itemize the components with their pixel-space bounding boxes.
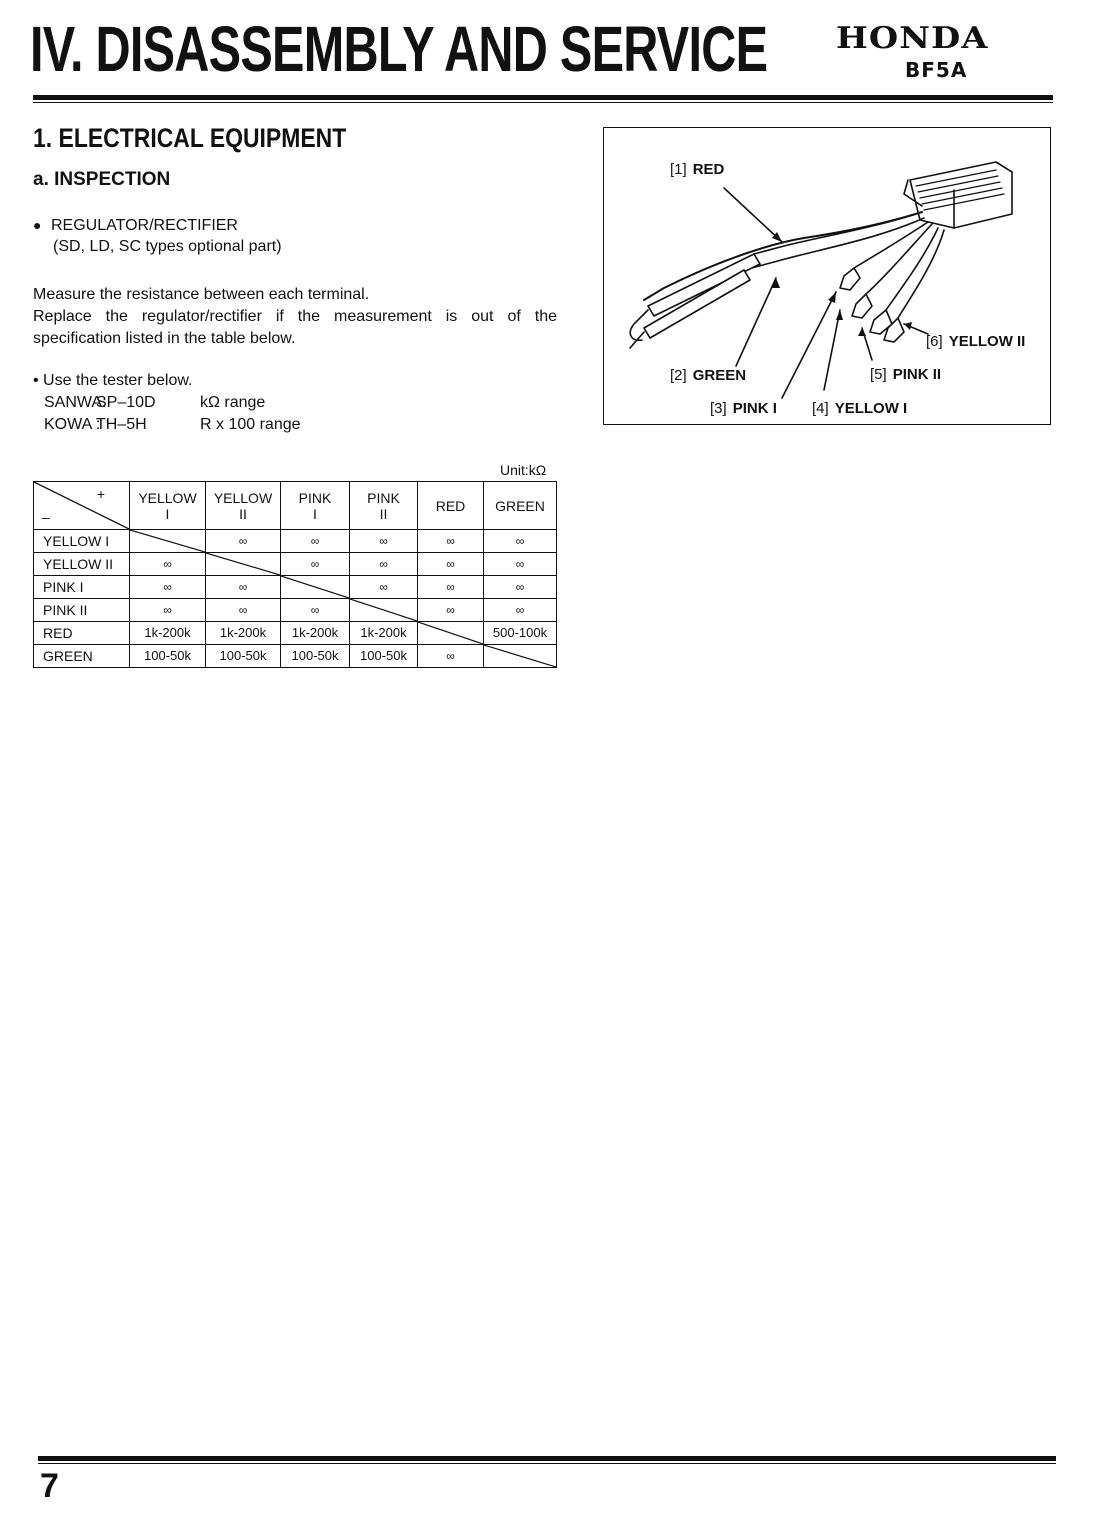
label-pink-1: [3] PINK I — [710, 400, 777, 417]
column-header-line2: II — [239, 505, 247, 522]
tester-intro: • Use the tester below. — [33, 372, 193, 389]
table-cell: 100-50k — [206, 645, 281, 668]
column-header — [281, 482, 350, 530]
corner-minus: – — [42, 509, 50, 525]
page-number: 7 — [40, 1467, 59, 1505]
table-row — [34, 530, 557, 553]
table-cell: ∞ — [418, 576, 484, 599]
leader-2 — [736, 278, 776, 366]
cell-diagonal — [418, 622, 483, 644]
arrowhead — [904, 322, 912, 330]
column-header-line1: PINK — [298, 489, 332, 506]
column-header-line1: RED — [435, 497, 466, 514]
table-cell: ∞ — [130, 576, 206, 599]
corner-cell — [34, 482, 130, 530]
wire-pink-1 — [854, 222, 928, 268]
resistance-table — [33, 481, 557, 668]
diagonal-cell — [418, 622, 484, 645]
table-cell: ∞ — [281, 553, 350, 576]
instruction-line: Measure the resistance between each terminal. — [33, 286, 370, 303]
component-name: REGULATOR/RECTIFIER — [51, 217, 238, 234]
table-cell: 100-50k — [350, 645, 418, 668]
connector-pink-1 — [840, 268, 860, 290]
label-red: [1] RED — [670, 161, 725, 178]
table-cell: ∞ — [350, 576, 418, 599]
footer-rule — [38, 1456, 1056, 1461]
header-rule-thin — [33, 102, 1053, 103]
column-header — [484, 482, 557, 530]
row-label: YELLOW I — [34, 530, 130, 553]
table-body — [34, 530, 557, 668]
table-cell: ∞ — [484, 576, 557, 599]
diagonal-cell — [130, 530, 206, 553]
wire-yellow-1 — [866, 224, 932, 294]
cell-diagonal — [281, 576, 349, 598]
column-header — [130, 482, 206, 530]
table-row — [34, 622, 557, 645]
table-cell: ∞ — [484, 530, 557, 553]
table-cell: ∞ — [484, 553, 557, 576]
optional-note: (SD, LD, SC types optional part) — [53, 238, 282, 255]
table-cell: ∞ — [418, 553, 484, 576]
footer-rule-thin — [38, 1463, 1056, 1464]
arrowhead — [828, 292, 836, 303]
column-header-line1: YELLOW — [213, 489, 273, 506]
brand-logo: HONDA — [836, 21, 989, 56]
diagonal-cell — [350, 599, 418, 622]
cell-diagonal — [484, 645, 556, 667]
label-green: [2] GREEN — [670, 367, 747, 384]
row-label: PINK II — [34, 599, 130, 622]
model-name: BF5A — [905, 58, 968, 82]
table-cell: 500-100k — [484, 622, 557, 645]
instruction-line: Replace the regulator/rectifier if the measurement is out of the specification listed in the table below. — [33, 308, 557, 347]
column-header — [418, 482, 484, 530]
table-cell: 100-50k — [130, 645, 206, 668]
table-cell: ∞ — [206, 530, 281, 553]
table-cell: ∞ — [350, 530, 418, 553]
wire-yellow-2 — [898, 230, 944, 318]
wire-pink-2 — [886, 228, 938, 310]
unit-label: Unit:kΩ — [500, 462, 547, 478]
table-cell: 1k-200k — [206, 622, 281, 645]
table-row — [34, 576, 557, 599]
table-row — [34, 645, 557, 668]
header-rule — [33, 95, 1053, 100]
tester-range: kΩ range — [200, 394, 266, 411]
arrowhead — [858, 328, 866, 336]
tester-row — [44, 414, 301, 436]
tester-row — [44, 392, 265, 414]
row-label: GREEN — [34, 645, 130, 668]
leader-3 — [782, 292, 836, 398]
column-header-line1: PINK — [367, 489, 400, 506]
sub-heading: a. INSPECTION — [33, 169, 171, 190]
table-cell: ∞ — [418, 530, 484, 553]
leader-1 — [724, 188, 782, 242]
table-cell: ∞ — [350, 553, 418, 576]
table-header-row — [34, 482, 557, 530]
table-cell: 1k-200k — [281, 622, 350, 645]
table-cell: ∞ — [130, 553, 206, 576]
table-row — [34, 599, 557, 622]
label-yellow-2: [6] YELLOW II — [926, 333, 1026, 350]
table-cell: ∞ — [418, 645, 484, 668]
column-header-line1: YELLOW — [138, 489, 197, 506]
table-cell: ∞ — [484, 599, 557, 622]
regulator-figure — [603, 127, 1051, 425]
column-header-line2: I — [313, 505, 317, 522]
arrowhead — [836, 310, 843, 320]
leader-4 — [824, 310, 840, 390]
tester-range: R x 100 range — [200, 416, 301, 433]
page-title: IV. DISASSEMBLY AND SERVICE — [30, 13, 768, 85]
tester-brand: SANWA: — [44, 394, 107, 411]
table-cell: 1k-200k — [350, 622, 418, 645]
table-cell: ∞ — [281, 599, 350, 622]
label-pink-2: [5] PINK II — [870, 366, 942, 383]
row-label: YELLOW II — [34, 553, 130, 576]
table-cell: ∞ — [418, 599, 484, 622]
cell-diagonal — [350, 599, 417, 621]
cell-diagonal — [206, 553, 280, 575]
corner-plus: + — [96, 486, 105, 502]
column-header-line2: I — [165, 505, 170, 522]
table-cell: ∞ — [130, 599, 206, 622]
bullet-icon: ● — [33, 217, 42, 233]
section-heading: 1. ELECTRICAL EQUIPMENT — [33, 123, 347, 153]
tester-model: SP–10D — [96, 394, 156, 411]
tester-brand: KOWA : — [44, 416, 101, 433]
table-cell: 100-50k — [281, 645, 350, 668]
column-header-line1: GREEN — [495, 497, 545, 514]
table-cell: ∞ — [281, 530, 350, 553]
column-header-line2: II — [379, 505, 388, 522]
diagonal-cell — [281, 576, 350, 599]
cell-diagonal — [130, 530, 205, 552]
table-cell: ∞ — [206, 576, 281, 599]
diagonal-cell — [484, 645, 557, 668]
diagonal-cell — [206, 553, 281, 576]
component-bullet — [33, 214, 238, 237]
label-yellow-1: [4] YELLOW I — [812, 400, 908, 417]
column-header — [350, 482, 418, 530]
row-label: RED — [34, 622, 130, 645]
column-header — [206, 482, 281, 530]
table-cell: ∞ — [206, 599, 281, 622]
table-row — [34, 553, 557, 576]
instructions — [33, 284, 557, 350]
row-label: PINK I — [34, 576, 130, 599]
table-cell: 1k-200k — [130, 622, 206, 645]
connector-yellow-1 — [852, 294, 872, 318]
tester-model: TH–5H — [96, 416, 147, 433]
